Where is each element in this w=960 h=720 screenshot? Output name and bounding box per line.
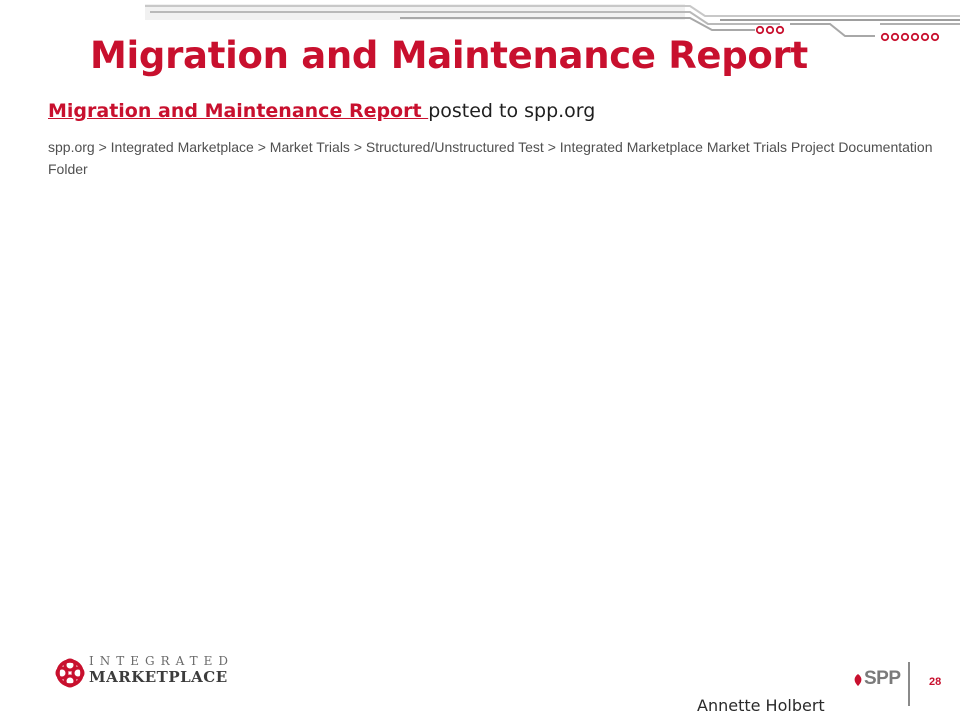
page-number: 28 bbox=[929, 676, 942, 688]
slide-title: Migration and Maintenance Report bbox=[90, 34, 808, 77]
integrated-marketplace-logo bbox=[55, 652, 235, 696]
breadcrumb: spp.org > Integrated Marketplace > Market Trials > Structured/Unstructured Test > Integrated Marketplace Market Trials Project Documentation Folder bbox=[48, 139, 933, 177]
posted-text: posted to spp.org bbox=[428, 100, 596, 122]
report-link[interactable]: Migration and Maintenance Report bbox=[48, 100, 429, 122]
presenter-name: Annette Holbert bbox=[697, 696, 825, 715]
spp-logo bbox=[852, 668, 902, 698]
integrated-marketplace-logo-icon bbox=[55, 656, 85, 690]
posted-line bbox=[48, 100, 595, 122]
spp-logo-text: SPP bbox=[864, 668, 901, 689]
spp-logo-icon bbox=[852, 673, 864, 687]
logo-line-integrated: INTEGRATED bbox=[89, 654, 235, 668]
logo-line-marketplace: MARKETPLACE bbox=[89, 668, 228, 686]
footer-divider bbox=[908, 662, 910, 706]
